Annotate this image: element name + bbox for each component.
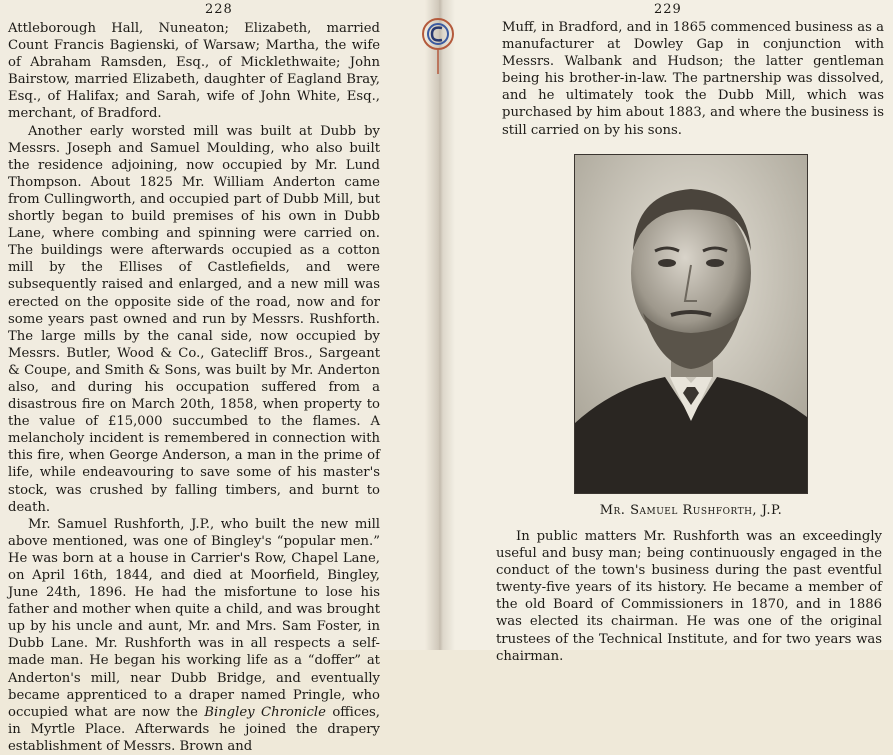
book-gutter [425,0,455,650]
portrait-photo [574,154,808,494]
italic-publication: Bingley Chronicle [204,704,326,720]
right-page-top-text [502,19,884,139]
portrait-image [575,155,807,493]
photo-caption: Mr. Samuel Rushforth, J.P. [599,503,783,518]
left-page-body [8,20,380,755]
paragraph-text: Mr. Samuel Rushforth, J.P., who built the new mill above mentioned, was one of Bingley's “popular men.” He was born at a house in Carrier's Row, Chapel Lane, on April 16th, 1844, and died at Moorfield, Bingley, June 24th, 1896. He had the misfortune to lose his father and mother when quite a child, and was brought up by his uncle and aunt, Mr. and Mrs. Sam Foster, in Dubb Lane. Mr. Rushforth was in all respects a self-made man. He began his working life as a “doffer” at Anderton's mill, near Dubb Bridge, and eventually became apprenticed to a draper named Pringle, who occupied what are now the [8,516,380,720]
library-stamp-icon [418,14,458,54]
paragraph [8,516,380,755]
paragraph: In public matters Mr. Rushforth was an exceedingly useful and busy man; being continuously engaged in the conduct of the town's business during the past eventful twenty-five years of its history. He became a member of the old Board of Commissioners in 1870, and in 1886 was elected its chairman. He was one of the original trustees of the Technical Institute, and for two years was chairman. [496,529,882,664]
page-number-right: 229 [654,2,682,17]
right-page-bottom-text [496,528,882,665]
paragraph: Another early worsted mill was built at Dubb by Messrs. Joseph and Samuel Moulding, who also built the residence adjoining, now occupied by Mr. Lund Thompson. About 1825 Mr. William Anderton came from Cullingworth, and occupied part of Dubb Mill, but shortly began to build premises of his own in Dubb Lane, where combing and spinning were carried on. The buildings were afterwards occupied as a cotton mill by the Ellises of Castlefields, and were subsequently raised and enlarged, and a new mill was erected on the opposite side of the road, now and for some years past owned and run by Messrs. Rushforth. The large mills by the canal side, now occupied by Messrs. Butler, Wood & Co., Gatecliff Bros., Sargeant & Coupe, and Smith & Sons, was built by Mr. Anderton also, and during his occupation suffered from a disastrous fire on March 20th, 1858, when property to the value of £15,000 succumbed to the flames. A melancholy incident is remembered in connection with this fire, when George Anderson, a man in the prime of life, while endeavouring to save some of his master's stock, was crushed by falling timbers, and burnt to death. [8,123,380,515]
paragraph-continuation: offices, in Myrtle Place. Afterwards he joined the drapery establishment of Messrs. Brown and [8,704,380,754]
left-page [0,0,440,754]
paragraph: Attleborough Hall, Nuneaton; Elizabeth, married Count Francis Bagienski, of Warsaw; Martha, the wife of Abraham Ramsden, Esq., of Micklethwaite; John Bairstow, married Elizabeth, daughter of Eagland Bray, Esq., of Halifax; and Sarah, wife of John White, Esq., merchant, of Bradford. [8,21,380,122]
paragraph: Muff, in Bradford, and in 1865 commenced business as a manufacturer at Dowley Gap in conjunction with Messrs. Walbank and Hudson; the latter gentleman being his brother-in-law. The partnership was dissolved, and he ultimately took the Dubb Mill, which was purchased by him about 1883, and where the business is still carried on by his sons. [502,20,884,138]
right-page [440,0,893,664]
page-number-left: 228 [205,2,233,17]
